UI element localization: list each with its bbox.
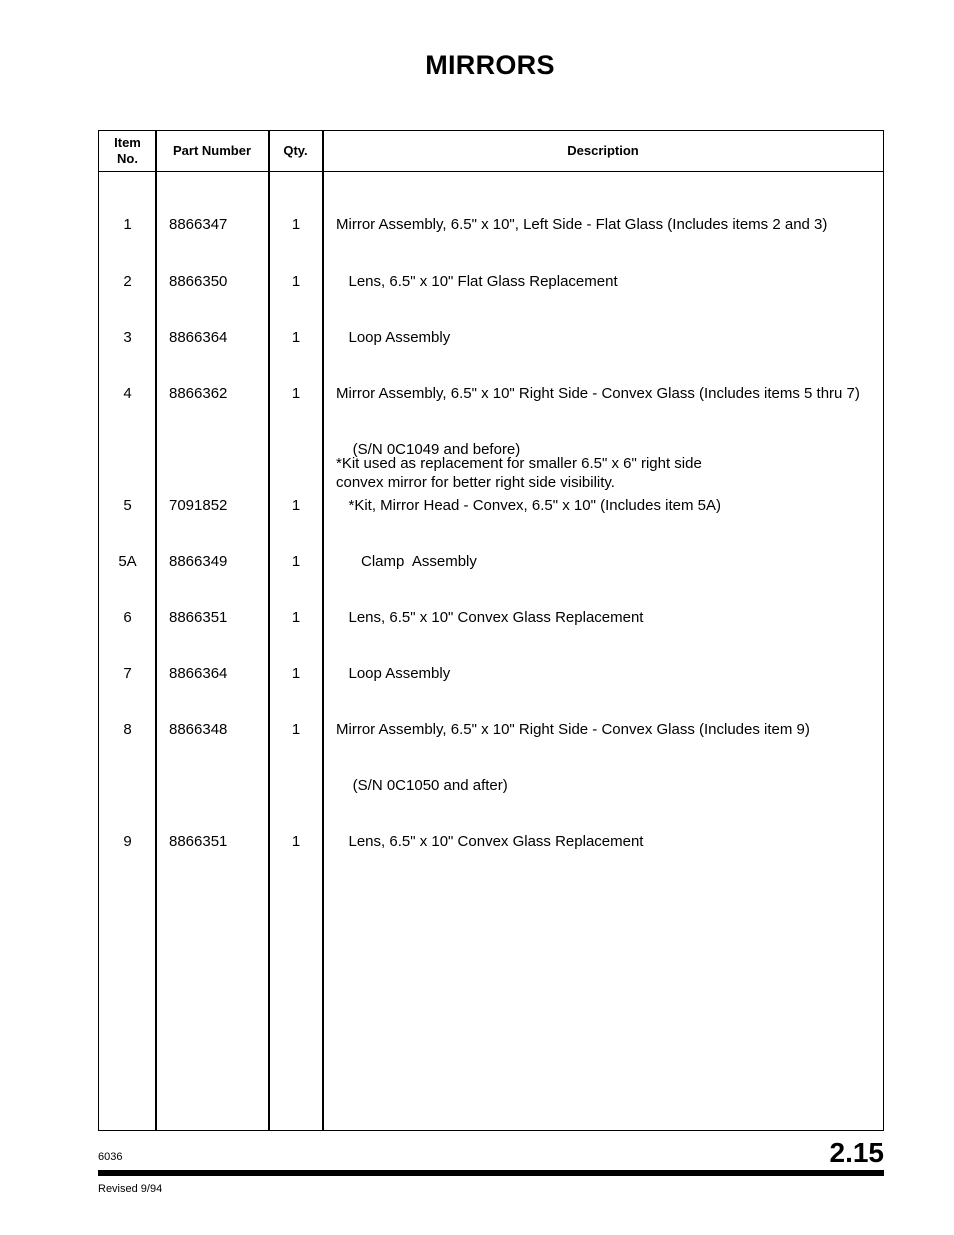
qty-cell: 1 xyxy=(291,216,301,234)
description-cell: Mirror Assembly, 6.5" x 10", Left Side - Flat Glass (Includes items 2 and 3) xyxy=(336,216,828,234)
item-cell: 8 xyxy=(123,721,132,739)
kit-footnote: *Kit used as replacement for smaller 6.5" x 6" right side convex mirror for better right side visibility. xyxy=(336,455,702,491)
part-number-cell: 7091852 xyxy=(169,496,228,514)
item-column xyxy=(99,179,156,890)
item-cell: 5 xyxy=(123,496,132,514)
qty-cell: 1 xyxy=(291,665,301,683)
header-description: Description xyxy=(567,143,639,158)
document-number: 6036 xyxy=(98,1151,123,1163)
part-number-cell: 8866351 xyxy=(169,833,228,851)
page-title: MIRRORS xyxy=(425,50,555,80)
parts-table xyxy=(98,130,884,1131)
part-number-cell: 8866364 xyxy=(169,665,228,683)
item-cell: 5A xyxy=(118,552,137,570)
item-cell: 4 xyxy=(123,384,132,402)
part-number-column xyxy=(169,179,269,890)
item-cell: 7 xyxy=(123,665,132,683)
description-cell: Lens, 6.5" x 10" Flat Glass Replacement xyxy=(336,272,618,290)
qty-column xyxy=(270,179,322,890)
description-cell: Lens, 6.5" x 10" Convex Glass Replacement xyxy=(336,609,644,627)
header-item-no: Item No. xyxy=(114,135,141,166)
part-number-cell xyxy=(169,441,269,460)
description-cell: Loop Assembly xyxy=(336,328,451,346)
qty-cell: 1 xyxy=(291,833,301,851)
item-cell: 1 xyxy=(123,216,132,234)
item-cell xyxy=(99,441,156,460)
item-cell: 3 xyxy=(123,328,132,346)
part-number-cell: 8866349 xyxy=(169,552,228,570)
header-part-number: Part Number xyxy=(172,143,252,158)
part-number-cell: 8866351 xyxy=(169,609,228,627)
part-number-cell: 8866364 xyxy=(169,328,228,346)
description-cell: Mirror Assembly, 6.5" x 10" Right Side - Convex Glass (Includes item 9) xyxy=(336,721,810,739)
description-cell: (S/N 0C1049 and before) xyxy=(336,440,521,458)
qty-cell xyxy=(270,441,322,460)
footer-divider xyxy=(98,1170,884,1176)
item-cell xyxy=(99,777,156,796)
qty-cell: 1 xyxy=(291,552,301,570)
revision-note: Revised 9/94 xyxy=(98,1183,163,1195)
column-divider-qty xyxy=(322,131,324,1130)
description-column xyxy=(336,179,881,890)
part-number-cell: 8866348 xyxy=(169,721,228,739)
qty-cell: 1 xyxy=(291,328,301,346)
description-cell: Mirror Assembly, 6.5" x 10" Right Side - Convex Glass (Includes items 5 thru 7) xyxy=(336,384,860,402)
part-number-cell xyxy=(169,777,269,796)
item-cell: 9 xyxy=(123,833,132,851)
description-cell: *Kit, Mirror Head - Convex, 6.5" x 10" (Includes item 5A) xyxy=(336,496,721,514)
description-cell: (S/N 0C1050 and after) xyxy=(336,777,508,795)
qty-cell: 1 xyxy=(291,496,301,514)
qty-cell xyxy=(270,777,322,796)
header-qty: Qty. xyxy=(283,143,308,158)
qty-cell: 1 xyxy=(291,721,301,739)
part-number-cell: 8866347 xyxy=(169,216,228,234)
part-number-cell: 8866362 xyxy=(169,384,228,402)
qty-cell: 1 xyxy=(291,272,301,290)
item-cell: 2 xyxy=(123,272,132,290)
part-number-cell: 8866350 xyxy=(169,272,228,290)
description-cell: Clamp Assembly xyxy=(336,552,477,570)
qty-cell: 1 xyxy=(291,384,301,402)
header-divider xyxy=(99,171,883,172)
description-cell: Lens, 6.5" x 10" Convex Glass Replacement xyxy=(336,833,644,851)
item-cell: 6 xyxy=(123,609,132,627)
page-number: 2.15 xyxy=(829,1137,884,1168)
qty-cell: 1 xyxy=(291,609,301,627)
description-cell: Loop Assembly xyxy=(336,665,451,683)
